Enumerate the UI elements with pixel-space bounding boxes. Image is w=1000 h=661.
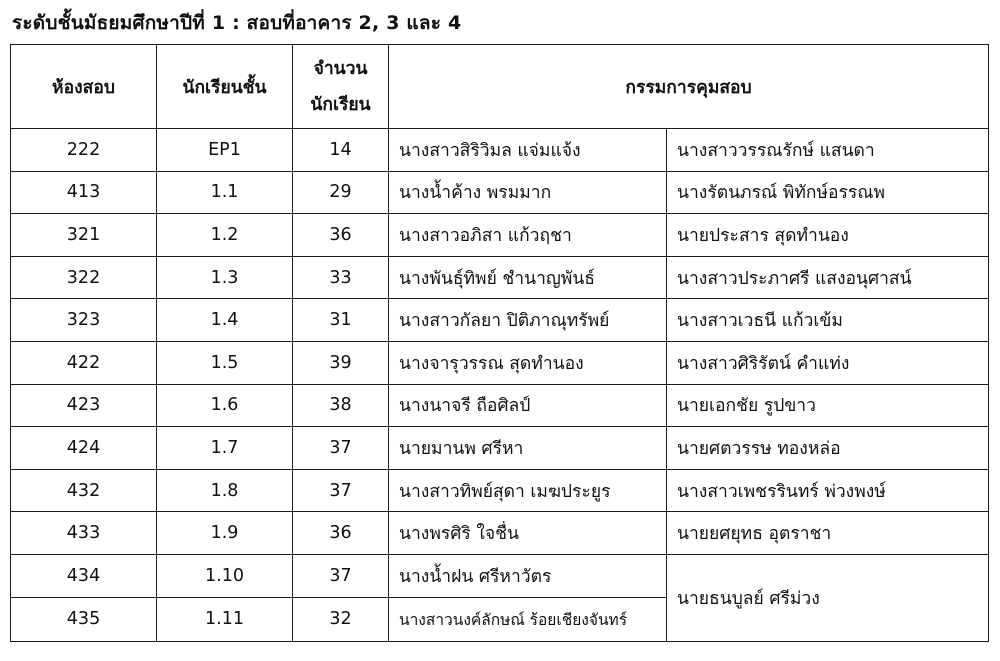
room-cell: 423 — [11, 384, 157, 427]
count-cell: 38 — [293, 384, 389, 427]
proctor2-cell: นางสาวเวธนี แก้วเข้ม — [667, 299, 989, 342]
proctor1-cell: นางสาวกัลยา ปิติภาณุทรัพย์ — [389, 299, 667, 342]
header-class: นักเรียนชั้น — [157, 45, 293, 129]
proctor2-cell: นางสาววรรณรักษ์ แสนดา — [667, 129, 989, 172]
proctor1-cell: นางสาวสิริวิมล แจ่มแจ้ง — [389, 129, 667, 172]
count-cell: 36 — [293, 512, 389, 555]
proctor1-cell: นายมานพ ศรีหา — [389, 427, 667, 470]
room-cell: 434 — [11, 554, 157, 597]
proctor1-cell: นางสาวทิพย์สุดา เมฆประยูร — [389, 469, 667, 512]
proctor1-cell: นางน้ำค้าง พรมมาก — [389, 171, 667, 214]
room-cell: 433 — [11, 512, 157, 555]
class-cell: 1.8 — [157, 469, 293, 512]
proctor2-cell: นายศตวรรษ ทองหล่อ — [667, 427, 989, 470]
class-cell: 1.7 — [157, 427, 293, 470]
class-cell: 1.2 — [157, 214, 293, 257]
proctor1-cell: นางสาวอภิสา แก้วฤชา — [389, 214, 667, 257]
header-count-line1: จำนวน — [313, 58, 368, 79]
count-cell: 31 — [293, 299, 389, 342]
table-row — [11, 427, 989, 470]
proctor2-cell-shared: นายธนบูลย์ ศรีม่วง — [667, 554, 989, 641]
room-cell: 222 — [11, 129, 157, 172]
proctor2-cell: นางรัตนภรณ์ พิทักษ์อรรณพ — [667, 171, 989, 214]
room-cell: 435 — [11, 597, 157, 641]
room-cell: 322 — [11, 256, 157, 299]
proctor1-cell: นางพันธุ์ทิพย์ ชำนาญพันธ์ — [389, 256, 667, 299]
proctor1-cell: นางจารุวรรณ สุดทำนอง — [389, 341, 667, 384]
count-cell: 33 — [293, 256, 389, 299]
proctor2-cell: นางสาวศิริรัตน์ คำแท่ง — [667, 341, 989, 384]
class-cell: 1.10 — [157, 554, 293, 597]
table-row — [11, 384, 989, 427]
count-cell: 37 — [293, 427, 389, 470]
table-row — [11, 554, 989, 597]
table-row — [11, 512, 989, 555]
room-cell: 432 — [11, 469, 157, 512]
table-row — [11, 341, 989, 384]
table-row — [11, 214, 989, 257]
class-cell: EP1 — [157, 129, 293, 172]
count-cell: 36 — [293, 214, 389, 257]
header-proctors: กรรมการคุมสอบ — [389, 45, 989, 129]
table-row — [11, 171, 989, 214]
proctor1-cell: นางนาจรี ถือศิลป์ — [389, 384, 667, 427]
proctor2-cell: นายประสาร สุดทำนอง — [667, 214, 989, 257]
class-cell: 1.5 — [157, 341, 293, 384]
room-cell: 424 — [11, 427, 157, 470]
proctor2-cell: นายเอกชัย รูปขาว — [667, 384, 989, 427]
header-room: ห้องสอบ — [11, 45, 157, 129]
count-cell: 39 — [293, 341, 389, 384]
proctor1-cell: นางน้ำฝน ศรีหาวัตร — [389, 554, 667, 597]
table-row — [11, 129, 989, 172]
count-cell: 14 — [293, 129, 389, 172]
proctor2-cell: นางสาวเพชรรินทร์ พ่วงพงษ์ — [667, 469, 989, 512]
room-cell: 321 — [11, 214, 157, 257]
page-heading: ระดับชั้นมัธยมศึกษาปีที่ 1 : สอบที่อาคาร 2, 3 และ 4 — [12, 12, 462, 34]
class-cell: 1.11 — [157, 597, 293, 641]
table-row — [11, 299, 989, 342]
table-header-row — [11, 45, 989, 129]
count-cell: 37 — [293, 469, 389, 512]
exam-proctor-table — [10, 44, 989, 642]
proctor2-cell: นางสาวประภาศรี แสงอนุศาสน์ — [667, 256, 989, 299]
count-cell: 37 — [293, 554, 389, 597]
proctor1-cell: นางสาวนงค์ลักษณ์ ร้อยเชียงจันทร์ — [389, 597, 667, 641]
table-row — [11, 256, 989, 299]
class-cell: 1.3 — [157, 256, 293, 299]
class-cell: 1.6 — [157, 384, 293, 427]
room-cell: 413 — [11, 171, 157, 214]
header-count-line2: นักเรียน — [310, 94, 371, 115]
header-student-count — [293, 45, 389, 129]
count-cell: 32 — [293, 597, 389, 641]
room-cell: 422 — [11, 341, 157, 384]
class-cell: 1.4 — [157, 299, 293, 342]
room-cell: 323 — [11, 299, 157, 342]
proctor2-cell: นายยศยุทธ อุตราชา — [667, 512, 989, 555]
count-cell: 29 — [293, 171, 389, 214]
class-cell: 1.9 — [157, 512, 293, 555]
class-cell: 1.1 — [157, 171, 293, 214]
proctor1-cell: นางพรศิริ ใจชื่น — [389, 512, 667, 555]
table-row — [11, 469, 989, 512]
